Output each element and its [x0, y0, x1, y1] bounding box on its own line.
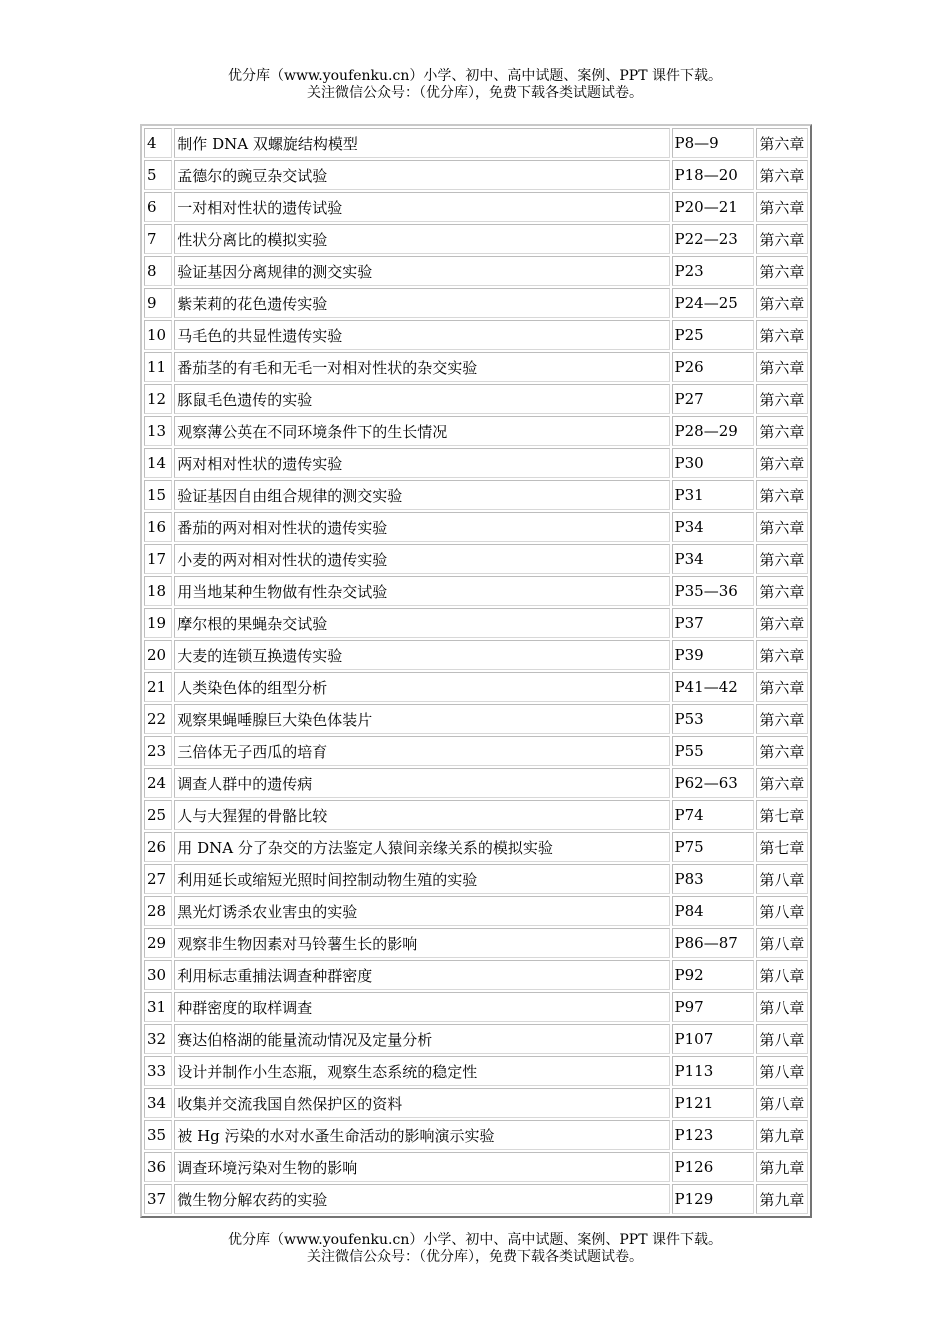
experiment-name-cell: 观察果蝇唾腺巨大染色体装片: [174, 704, 669, 734]
page-range-cell: P84: [672, 896, 755, 926]
table-row: [144, 288, 808, 318]
page-footer: [0, 1232, 950, 1266]
page-range-cell: P20—21: [672, 192, 755, 222]
chapter-cell: 第六章: [756, 736, 808, 766]
row-number-cell: 10: [144, 320, 172, 350]
table-row: [144, 1184, 808, 1214]
table-row: [144, 736, 808, 766]
chapter-cell: 第八章: [756, 864, 808, 894]
chapter-cell: 第六章: [756, 256, 808, 286]
row-number-cell: 37: [144, 1184, 172, 1214]
chapter-cell: 第六章: [756, 352, 808, 382]
chapter-cell: 第六章: [756, 576, 808, 606]
row-number-cell: 29: [144, 928, 172, 958]
row-number-cell: 13: [144, 416, 172, 446]
experiment-table-body: [144, 128, 808, 1214]
page-range-cell: P75: [672, 832, 755, 862]
table-row: [144, 352, 808, 382]
experiment-table: [140, 124, 812, 1218]
chapter-cell: 第六章: [756, 480, 808, 510]
page-range-cell: P27: [672, 384, 755, 414]
row-number-cell: 15: [144, 480, 172, 510]
chapter-cell: 第六章: [756, 640, 808, 670]
chapter-cell: 第八章: [756, 1088, 808, 1118]
experiment-name-cell: 人类染色体的组型分析: [174, 672, 669, 702]
chapter-cell: 第六章: [756, 608, 808, 638]
page-range-cell: P37: [672, 608, 755, 638]
page-range-cell: P23: [672, 256, 755, 286]
experiment-name-cell: 性状分离比的模拟实验: [174, 224, 669, 254]
page-range-cell: P22—23: [672, 224, 755, 254]
row-number-cell: 8: [144, 256, 172, 286]
chapter-cell: 第六章: [756, 512, 808, 542]
chapter-cell: 第六章: [756, 288, 808, 318]
header-line-1: 优分库（www.youfenku.cn）小学、初中、高中试题、案例、PPT 课件下载。: [227, 68, 722, 84]
experiment-name-cell: 孟德尔的豌豆杂交试验: [174, 160, 669, 190]
experiment-name-cell: 黑光灯诱杀农业害虫的实验: [174, 896, 669, 926]
row-number-cell: 20: [144, 640, 172, 670]
table-row: [144, 800, 808, 830]
chapter-cell: 第九章: [756, 1184, 808, 1214]
chapter-cell: 第六章: [756, 128, 808, 158]
table-row: [144, 512, 808, 542]
row-number-cell: 25: [144, 800, 172, 830]
chapter-cell: 第八章: [756, 960, 808, 990]
row-number-cell: 35: [144, 1120, 172, 1150]
row-number-cell: 28: [144, 896, 172, 926]
page-range-cell: P28—29: [672, 416, 755, 446]
header-line-2: 关注微信公众号：（优分库），免费下载各类试题试卷。: [307, 85, 643, 101]
table-row: [144, 608, 808, 638]
chapter-cell: 第六章: [756, 384, 808, 414]
experiment-name-cell: 紫茉莉的花色遗传实验: [174, 288, 669, 318]
page-range-cell: P25: [672, 320, 755, 350]
table-row: [144, 672, 808, 702]
row-number-cell: 14: [144, 448, 172, 478]
chapter-cell: 第六章: [756, 672, 808, 702]
row-number-cell: 7: [144, 224, 172, 254]
table-row: [144, 128, 808, 158]
table-row: [144, 832, 808, 862]
table-row: [144, 1024, 808, 1054]
chapter-cell: 第七章: [756, 832, 808, 862]
table-row: [144, 960, 808, 990]
page-range-cell: P74: [672, 800, 755, 830]
experiment-name-cell: 调查人群中的遗传病: [174, 768, 669, 798]
row-number-cell: 16: [144, 512, 172, 542]
chapter-cell: 第八章: [756, 992, 808, 1022]
page-range-cell: P123: [672, 1120, 755, 1150]
chapter-cell: 第六章: [756, 768, 808, 798]
page-range-cell: P24—25: [672, 288, 755, 318]
table-row: [144, 160, 808, 190]
row-number-cell: 4: [144, 128, 172, 158]
page-range-cell: P126: [672, 1152, 755, 1182]
experiment-name-cell: 两对相对性状的遗传实验: [174, 448, 669, 478]
table-row: [144, 896, 808, 926]
experiment-name-cell: 人与大猩猩的骨骼比较: [174, 800, 669, 830]
row-number-cell: 24: [144, 768, 172, 798]
table-row: [144, 704, 808, 734]
experiment-name-cell: 用当地某种生物做有性杂交试验: [174, 576, 669, 606]
chapter-cell: 第八章: [756, 1024, 808, 1054]
table-row: [144, 224, 808, 254]
table-row: [144, 320, 808, 350]
row-number-cell: 21: [144, 672, 172, 702]
row-number-cell: 12: [144, 384, 172, 414]
page-range-cell: P92: [672, 960, 755, 990]
page-range-cell: P41—42: [672, 672, 755, 702]
page-range-cell: P53: [672, 704, 755, 734]
page-range-cell: P55: [672, 736, 755, 766]
table-row: [144, 544, 808, 574]
chapter-cell: 第八章: [756, 928, 808, 958]
page-range-cell: P39: [672, 640, 755, 670]
experiment-name-cell: 摩尔根的果蝇杂交试验: [174, 608, 669, 638]
row-number-cell: 32: [144, 1024, 172, 1054]
page-range-cell: P62—63: [672, 768, 755, 798]
experiment-name-cell: 马毛色的共显性遗传实验: [174, 320, 669, 350]
experiment-name-cell: 微生物分解农药的实验: [174, 1184, 669, 1214]
experiment-name-cell: 收集并交流我国自然保护区的资料: [174, 1088, 669, 1118]
page-range-cell: P107: [672, 1024, 755, 1054]
experiment-name-cell: 豚鼠毛色遗传的实验: [174, 384, 669, 414]
chapter-cell: 第九章: [756, 1152, 808, 1182]
row-number-cell: 5: [144, 160, 172, 190]
experiment-name-cell: 三倍体无子西瓜的培育: [174, 736, 669, 766]
chapter-cell: 第六章: [756, 544, 808, 574]
chapter-cell: 第六章: [756, 160, 808, 190]
experiment-name-cell: 制作 DNA 双螺旋结构模型: [174, 128, 669, 158]
row-number-cell: 33: [144, 1056, 172, 1086]
chapter-cell: 第七章: [756, 800, 808, 830]
table-row: [144, 864, 808, 894]
experiment-name-cell: 设计并制作小生态瓶，观察生态系统的稳定性: [174, 1056, 669, 1086]
chapter-cell: 第六章: [756, 704, 808, 734]
table-row: [144, 192, 808, 222]
page-range-cell: P35—36: [672, 576, 755, 606]
experiment-name-cell: 赛达伯格湖的能量流动情况及定量分析: [174, 1024, 669, 1054]
experiment-name-cell: 一对相对性状的遗传试验: [174, 192, 669, 222]
footer-line-2: 关注微信公众号：（优分库），免费下载各类试题试卷。: [307, 1249, 643, 1265]
table-row: [144, 928, 808, 958]
page-range-cell: P8—9: [672, 128, 755, 158]
experiment-name-cell: 番茄的两对相对性状的遗传实验: [174, 512, 669, 542]
page-range-cell: P26: [672, 352, 755, 382]
table-row: [144, 1088, 808, 1118]
page-range-cell: P31: [672, 480, 755, 510]
table-row: [144, 1056, 808, 1086]
page-range-cell: P86—87: [672, 928, 755, 958]
experiment-name-cell: 验证基因自由组合规律的测交实验: [174, 480, 669, 510]
chapter-cell: 第九章: [756, 1120, 808, 1150]
chapter-cell: 第六章: [756, 416, 808, 446]
row-number-cell: 34: [144, 1088, 172, 1118]
page-range-cell: P97: [672, 992, 755, 1022]
chapter-cell: 第六章: [756, 320, 808, 350]
experiment-name-cell: 观察薄公英在不同环境条件下的生长情况: [174, 416, 669, 446]
page-range-cell: P113: [672, 1056, 755, 1086]
experiment-name-cell: 利用延长或缩短光照时间控制动物生殖的实验: [174, 864, 669, 894]
row-number-cell: 26: [144, 832, 172, 862]
row-number-cell: 23: [144, 736, 172, 766]
row-number-cell: 27: [144, 864, 172, 894]
row-number-cell: 30: [144, 960, 172, 990]
experiment-name-cell: 大麦的连锁互换遗传实验: [174, 640, 669, 670]
experiment-name-cell: 观察非生物因素对马铃薯生长的影响: [174, 928, 669, 958]
table-row: [144, 416, 808, 446]
row-number-cell: 6: [144, 192, 172, 222]
table-row: [144, 384, 808, 414]
page-range-cell: P121: [672, 1088, 755, 1118]
experiment-name-cell: 验证基因分离规律的测交实验: [174, 256, 669, 286]
chapter-cell: 第六章: [756, 448, 808, 478]
row-number-cell: 11: [144, 352, 172, 382]
experiment-name-cell: 利用标志重捕法调查种群密度: [174, 960, 669, 990]
chapter-cell: 第八章: [756, 896, 808, 926]
table-row: [144, 992, 808, 1022]
row-number-cell: 18: [144, 576, 172, 606]
experiment-name-cell: 番茄茎的有毛和无毛一对相对性状的杂交实验: [174, 352, 669, 382]
page-range-cell: P34: [672, 512, 755, 542]
row-number-cell: 22: [144, 704, 172, 734]
page-range-cell: P18—20: [672, 160, 755, 190]
page-range-cell: P34: [672, 544, 755, 574]
table-row: [144, 480, 808, 510]
row-number-cell: 36: [144, 1152, 172, 1182]
experiment-name-cell: 被 Hg 污染的水对水蚤生命活动的影响演示实验: [174, 1120, 669, 1150]
chapter-cell: 第六章: [756, 224, 808, 254]
page-header: [0, 68, 950, 102]
page-range-cell: P129: [672, 1184, 755, 1214]
table-row: [144, 640, 808, 670]
table-row: [144, 768, 808, 798]
row-number-cell: 19: [144, 608, 172, 638]
table-row: [144, 1152, 808, 1182]
table-row: [144, 576, 808, 606]
page-range-cell: P83: [672, 864, 755, 894]
row-number-cell: 17: [144, 544, 172, 574]
table-row: [144, 1120, 808, 1150]
footer-line-1: 优分库（www.youfenku.cn）小学、初中、高中试题、案例、PPT 课件下载。: [227, 1232, 722, 1248]
row-number-cell: 31: [144, 992, 172, 1022]
table-row: [144, 448, 808, 478]
experiment-name-cell: 小麦的两对相对性状的遗传实验: [174, 544, 669, 574]
table-row: [144, 256, 808, 286]
chapter-cell: 第六章: [756, 192, 808, 222]
experiment-name-cell: 种群密度的取样调查: [174, 992, 669, 1022]
chapter-cell: 第八章: [756, 1056, 808, 1086]
experiment-name-cell: 用 DNA 分了杂交的方法鉴定人猿间亲缘关系的模拟实验: [174, 832, 669, 862]
row-number-cell: 9: [144, 288, 172, 318]
page-range-cell: P30: [672, 448, 755, 478]
experiment-name-cell: 调查环境污染对生物的影响: [174, 1152, 669, 1182]
